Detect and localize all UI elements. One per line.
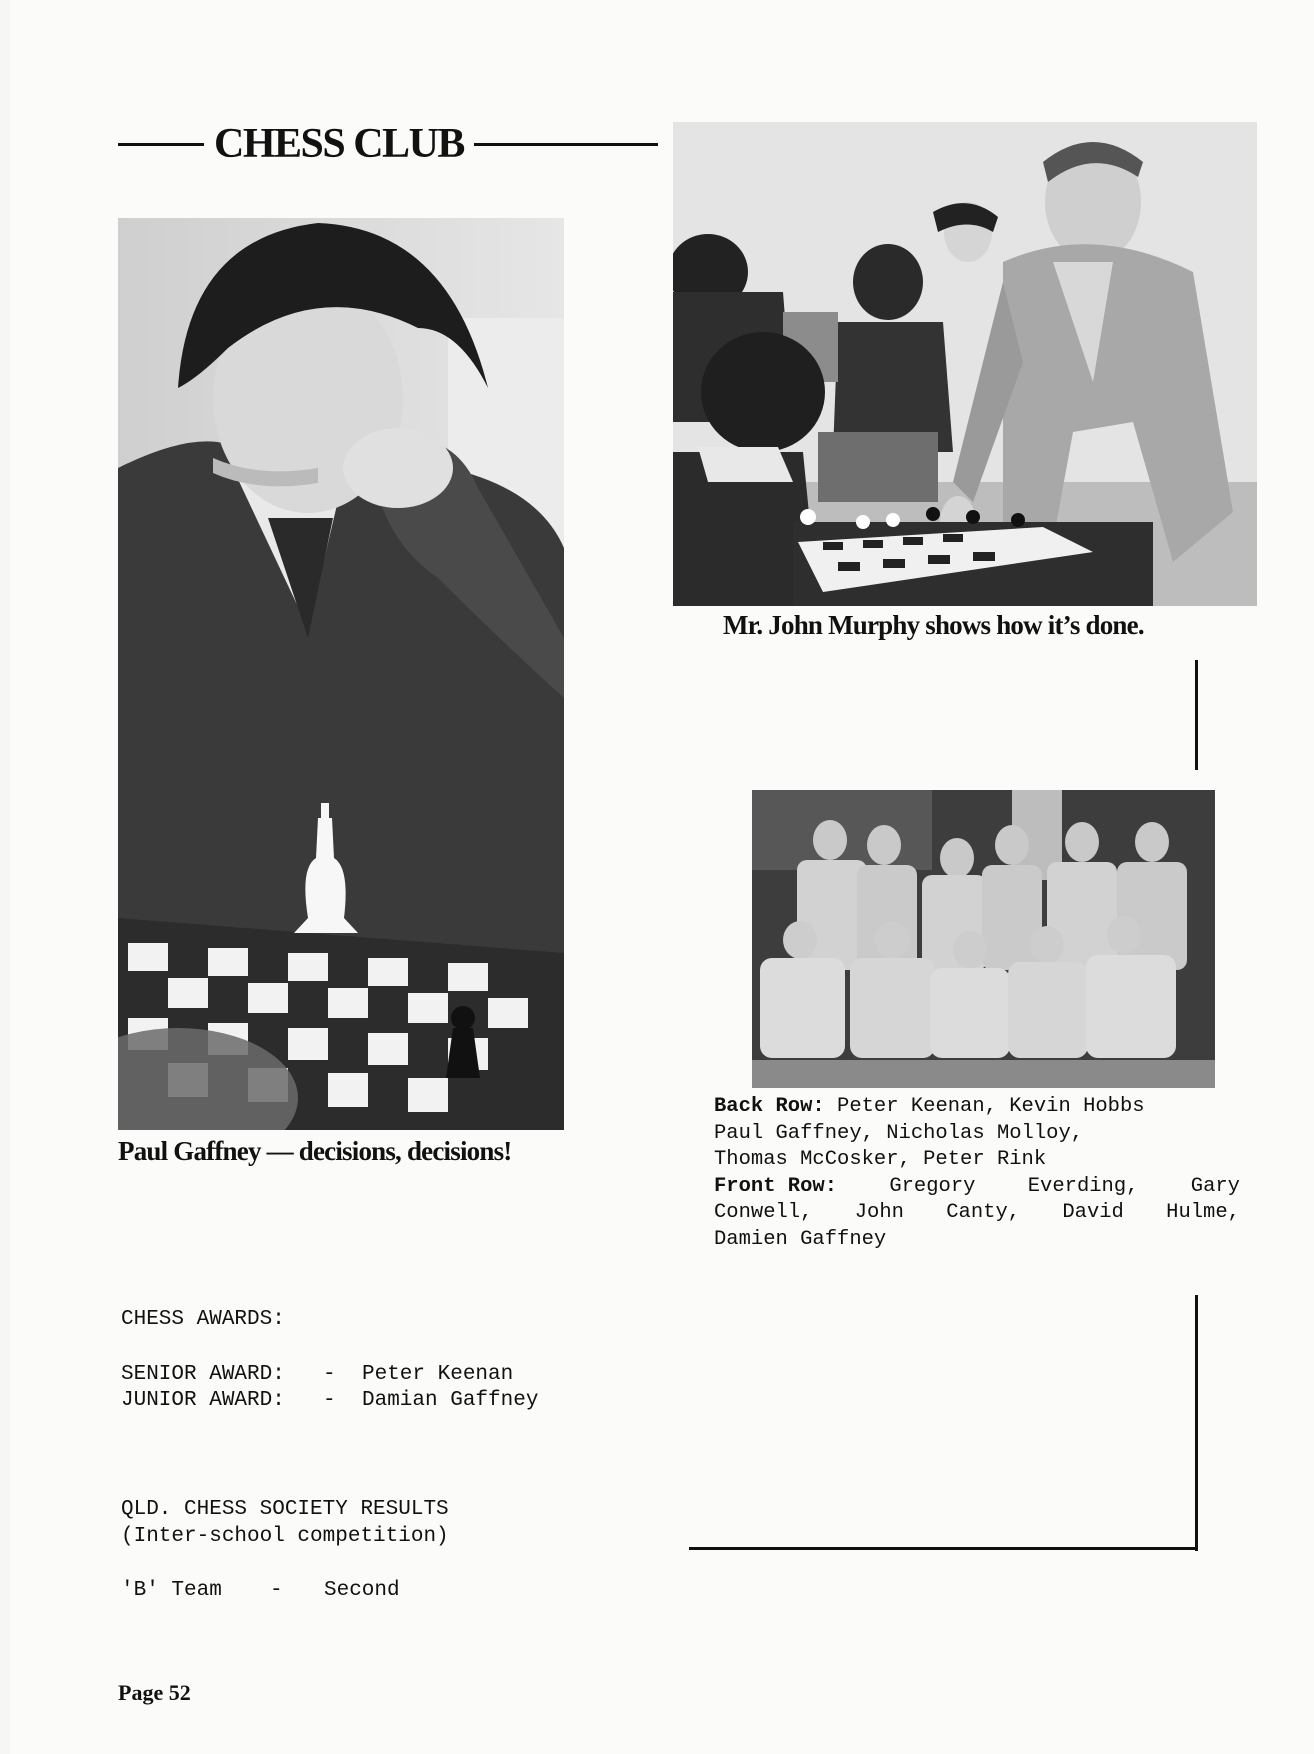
team-group-photo-icon [752, 790, 1215, 1088]
page-heading [118, 116, 658, 172]
results-team: 'B' Team [121, 1579, 222, 1602]
bracket-vertical-rule [1195, 1295, 1198, 1551]
results-subheading: (Inter-school competition) [121, 1525, 449, 1548]
front-row-line-2: Conwell, John Canty, David Hulme, [714, 1201, 1240, 1224]
back-row-line-2: Paul Gaffney, Nicholas Molloy, [714, 1121, 1084, 1145]
front-row-line-3: Damien Gaffney [714, 1227, 887, 1251]
heading-rule-right [474, 143, 658, 146]
back-row-line-3: Thomas McCosker, Peter Rink [714, 1148, 1047, 1171]
portrait-photo-icon [118, 218, 564, 1130]
senior-award-name: Peter Keenan [362, 1363, 514, 1386]
senior-award-dash: - [323, 1363, 336, 1386]
heading-rule-left [118, 143, 204, 146]
back-row-names-1: Peter Keenan, Kevin Hobbs [837, 1095, 1145, 1118]
team-photo [752, 790, 1215, 1088]
team-names-caption [714, 1094, 1240, 1253]
back-row-line-1 [714, 1094, 1240, 1121]
junior-award-label: JUNIOR AWARD: [121, 1389, 285, 1412]
results-dash: - [270, 1579, 283, 1602]
heading-title: CHESS CLUB [214, 121, 464, 167]
senior-award-label: SENIOR AWARD: [121, 1363, 285, 1386]
junior-award-dash: - [323, 1389, 336, 1412]
group-chess-photo-icon [673, 122, 1257, 606]
paul-gaffney-photo [118, 218, 564, 1130]
junior-award-name: Damian Gaffney [362, 1389, 539, 1412]
decorative-vertical-rule [1195, 660, 1198, 770]
john-murphy-photo [673, 122, 1257, 606]
front-row-label: Front Row: [714, 1174, 838, 1198]
page-number: Page 52 [118, 1680, 191, 1705]
john-murphy-caption: Mr. John Murphy shows how it’s done. [723, 610, 1144, 640]
bracket-horizontal-rule [689, 1547, 1198, 1550]
results-place: Second [324, 1579, 400, 1602]
awards-heading: CHESS AWARDS: [121, 1308, 285, 1331]
front-row-line-1: Front Row: Gregory Everding, Gary [714, 1174, 1240, 1201]
results-heading: QLD. CHESS SOCIETY RESULTS [121, 1498, 449, 1521]
back-row-label: Back Row: [714, 1095, 825, 1118]
paul-gaffney-caption: Paul Gaffney — decisions, decisions! [118, 1136, 512, 1166]
